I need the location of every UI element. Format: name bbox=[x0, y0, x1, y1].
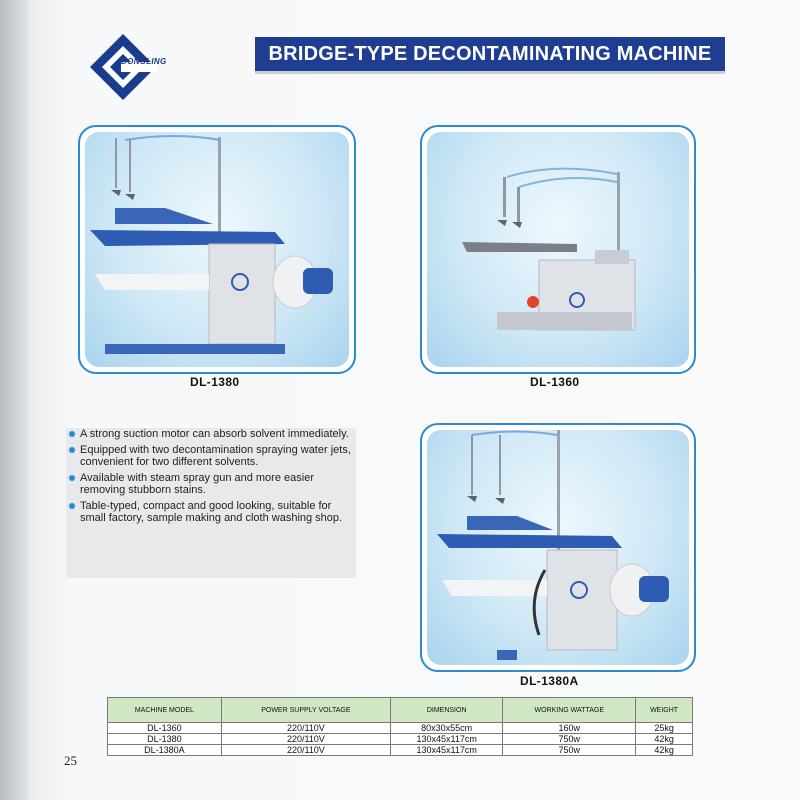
table-cell: 130x45x117cm bbox=[390, 745, 502, 756]
table-cell: 220/110V bbox=[221, 734, 390, 745]
page-title: BRIDGE-TYPE DECONTAMINATING MACHINE bbox=[255, 37, 725, 74]
product-caption-dl-1380: DL-1380 bbox=[190, 375, 240, 389]
feature-list bbox=[66, 428, 356, 578]
book-spine-shadow bbox=[0, 0, 28, 800]
table-cell: 130x45x117cm bbox=[390, 734, 502, 745]
feature-item: Available with steam spray gun and more easier removing stubborn stains. bbox=[66, 472, 356, 497]
product-caption-dl-1380a: DL-1380A bbox=[520, 674, 579, 688]
table-cell: 160w bbox=[503, 723, 636, 734]
bullet-icon bbox=[69, 447, 75, 453]
table-cell: 80x30x55cm bbox=[390, 723, 502, 734]
page-number: 25 bbox=[64, 753, 77, 768]
product-photo-dl-1380a bbox=[420, 423, 696, 672]
feature-item: Table-typed, compact and good looking, suitable for small factory, sample making and cloth washing shop. bbox=[66, 500, 356, 525]
table-cell: 220/110V bbox=[221, 723, 390, 734]
feature-item: Equipped with two decontamination spraying water jets, convenient for two different solvents. bbox=[66, 444, 356, 469]
machine-illustration-icon bbox=[427, 430, 689, 665]
table-cell: 42kg bbox=[636, 734, 693, 745]
table-row bbox=[108, 723, 693, 734]
product-photo-dl-1360 bbox=[420, 125, 696, 374]
table-header-row bbox=[108, 698, 693, 723]
column-header: POWER SUPPLY VOLTAGE bbox=[221, 698, 390, 723]
bullet-icon bbox=[69, 503, 75, 509]
table-row bbox=[108, 734, 693, 745]
product-caption-dl-1360: DL-1360 bbox=[530, 375, 580, 389]
dongling-logo-icon bbox=[88, 32, 158, 102]
bullet-icon bbox=[69, 431, 75, 437]
table-cell: 42kg bbox=[636, 745, 693, 756]
table-row bbox=[108, 745, 693, 756]
column-header: WEIGHT bbox=[636, 698, 693, 723]
logo-text: DONGLING bbox=[121, 57, 167, 66]
table-cell: 750w bbox=[503, 745, 636, 756]
table-cell: 750w bbox=[503, 734, 636, 745]
product-photo-dl-1380 bbox=[78, 125, 356, 374]
table-cell: 25kg bbox=[636, 723, 693, 734]
machine-illustration-icon bbox=[427, 132, 689, 367]
column-header: MACHINE MODEL bbox=[108, 698, 222, 723]
column-header: DIMENSION bbox=[390, 698, 502, 723]
table-cell: DL-1360 bbox=[108, 723, 222, 734]
table-cell: DL-1380 bbox=[108, 734, 222, 745]
feature-item: A strong suction motor can absorb solvent immediately. bbox=[66, 428, 356, 441]
column-header: WORKING WATTAGE bbox=[503, 698, 636, 723]
table-cell: DL-1380A bbox=[108, 745, 222, 756]
machine-illustration-icon bbox=[85, 132, 349, 367]
spec-table bbox=[107, 697, 693, 756]
bullet-icon bbox=[69, 475, 75, 481]
table-cell: 220/110V bbox=[221, 745, 390, 756]
